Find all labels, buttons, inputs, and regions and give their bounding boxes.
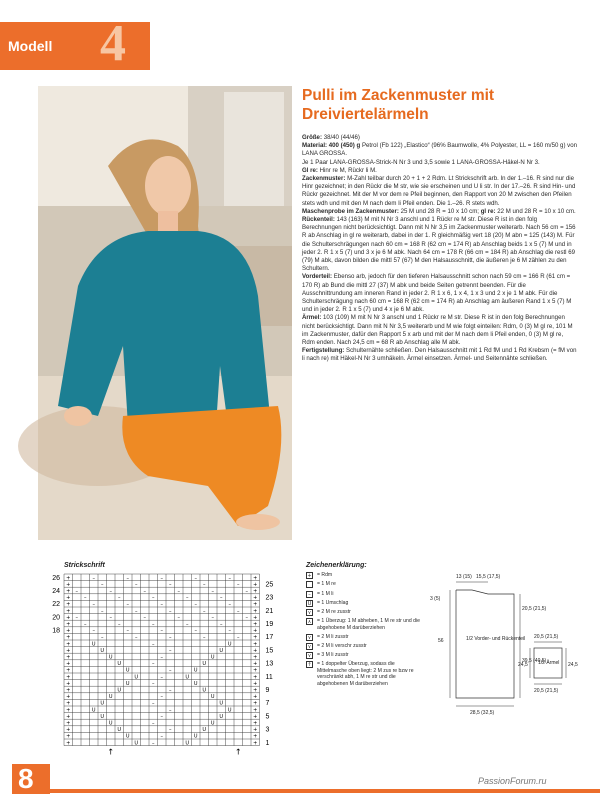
chart-cell-symbol: – bbox=[152, 680, 155, 687]
schema-top2: 15,5 (17,5) bbox=[476, 574, 501, 580]
chart-cell-symbol: – bbox=[152, 641, 155, 648]
chart-cell-symbol: – bbox=[220, 621, 223, 628]
chart-cell-symbol: – bbox=[160, 601, 163, 608]
chart-cell-symbol: – bbox=[152, 621, 155, 628]
material-needles: Je 1 Paar LANA-GROSSA-Strick-N Nr 3 und 3,5 sowie 1 LANA-GROSSA-Häkel-N Nr 3. bbox=[302, 158, 540, 166]
chart-row-label-right: 7 bbox=[265, 700, 270, 708]
chart-cell-symbol: – bbox=[169, 608, 172, 615]
legend-item bbox=[306, 661, 424, 687]
chart-cell-symbol: – bbox=[237, 634, 240, 641]
chart-cell-symbol: U bbox=[108, 694, 113, 701]
chart-cell-symbol: + bbox=[66, 661, 71, 668]
chart-cell-symbol: – bbox=[109, 588, 112, 595]
chart-cell-symbol: + bbox=[253, 654, 258, 661]
chart-cell-symbol: – bbox=[220, 595, 223, 602]
chart-cell-symbol: U bbox=[125, 667, 130, 674]
chart-cell-symbol: + bbox=[66, 608, 71, 615]
chart-cell-symbol: + bbox=[253, 707, 258, 714]
chart-row-label-left: 22 bbox=[52, 601, 60, 609]
chart-cell-symbol: + bbox=[253, 680, 258, 687]
chart-cell-symbol: – bbox=[169, 707, 172, 714]
chart-cell-symbol: U bbox=[100, 700, 105, 707]
chart-row-label-right: 9 bbox=[265, 687, 270, 694]
chart-cell-symbol: – bbox=[203, 608, 206, 615]
legend-text: = Rdm bbox=[317, 572, 333, 578]
chart-cell-symbol: + bbox=[66, 707, 71, 714]
aermel-text: 103 (109) M mit N Nr 3 anschl und 1 Rückr re M str. Diese R ist in den folg Berechnungen nicht berücksichtigt. Dann mit N Nr 3,5 weiterarb und M wie folgt einteilen: Rdm, 0 (3) M gl re, 101 M im Zackenmuster, dafür den Rapport 5 x arb und mit der M nach dem li Pfeil enden, 0 (3) M gl re, Rdm enden. Nach 24,5 cm = 68 R ab Anschlag alle M abk. bbox=[302, 314, 573, 347]
chart-cell-symbol: – bbox=[211, 588, 214, 595]
chart-row-label-left: 20 bbox=[52, 614, 60, 622]
groesse-label: Größe: bbox=[302, 134, 322, 141]
chart-cell-symbol: – bbox=[169, 667, 172, 674]
chart-cell-symbol: + bbox=[66, 720, 71, 727]
chart-cell-symbol: U bbox=[91, 641, 96, 648]
chart-cell-symbol: U bbox=[227, 641, 232, 648]
chart-cell-symbol: – bbox=[177, 614, 180, 621]
legend-text: = 2 M re zusstr bbox=[317, 609, 351, 616]
chart-cell-symbol: – bbox=[126, 575, 129, 582]
chart-cell-symbol: + bbox=[66, 727, 71, 734]
chart-cell-symbol: – bbox=[194, 601, 197, 608]
chart-cell-symbol: + bbox=[253, 713, 258, 720]
chart-cell-symbol: + bbox=[253, 667, 258, 674]
legend-symbol: + bbox=[307, 573, 312, 579]
chart-cell-symbol: + bbox=[253, 740, 258, 747]
chart-cell-symbol: + bbox=[66, 694, 71, 701]
chart-cell-symbol: + bbox=[66, 700, 71, 707]
maschenprobe-text: 25 M und 28 R = 10 x 10 cm; bbox=[400, 207, 479, 215]
chart-cell-symbol: – bbox=[152, 661, 155, 668]
chart-cell-symbol: – bbox=[152, 700, 155, 707]
chart-cell-symbol: + bbox=[66, 595, 71, 602]
schema-height: 56 bbox=[438, 638, 444, 644]
chart-cell-symbol: – bbox=[228, 601, 231, 608]
chart-cell-symbol: + bbox=[66, 634, 71, 641]
rueckenteil-text: 143 (163) M mit N Nr 3 anschl und 1 Rückr re M str. Diese R ist in den folg Berechnungen nicht berücksichtigt. Dann mit N Nr 3,5 im Zackenmuster weiterarb. Nach 56 cm = 156 R ab Anschlag in gl re weiterarb, dabei in der 1. R gleichmäßig vert 18 (20) M abn = 125 (143) M. Für die Schulterschrägungen nach 60 cm = 168 R (62 cm = 174 R) ab Anschlag beids 1 x 5 (7) M und in jeder 2. R 1 x 5 (7) und 3 x je 6 M abk. Nach 64 cm = 178 R (66 cm = 184 R) ab Anschlag die restl 69 (79) M abk, davon bilden die mittl 57 (67) M den Halsausschnitt, die äußeren je 6 M zählen zu den Schultern. bbox=[302, 216, 576, 273]
chart-cell-symbol: + bbox=[66, 733, 71, 740]
legend-symbol: ⋎ bbox=[307, 643, 312, 650]
chart-cell-symbol: + bbox=[66, 614, 71, 621]
chart-row-label-right: 23 bbox=[265, 594, 274, 602]
chart-cell-symbol: – bbox=[160, 628, 163, 635]
schema-top1: 13 (15) bbox=[456, 574, 472, 580]
chart-cell-symbol: + bbox=[66, 588, 71, 595]
chart-cell-symbol: U bbox=[108, 720, 113, 727]
chart-cell-symbol: – bbox=[228, 628, 231, 635]
chart-row-label-right: 25 bbox=[265, 581, 274, 589]
chart-cell-symbol: – bbox=[101, 608, 104, 615]
legend-item bbox=[306, 581, 424, 588]
legend-item bbox=[306, 618, 424, 631]
chart-cell-symbol: + bbox=[253, 575, 258, 582]
schema-sleeve-bottom: 20,5 (21,5) bbox=[534, 688, 559, 694]
chart-row-label-left: 24 bbox=[52, 588, 60, 595]
chart-cell-symbol: U bbox=[125, 733, 130, 740]
groesse-text: 38/40 (44/46) bbox=[323, 134, 360, 141]
chart-cell-symbol: – bbox=[92, 628, 95, 635]
chart-cell-symbol: – bbox=[75, 588, 78, 595]
chart-cell-symbol: – bbox=[160, 654, 163, 661]
chart-cell-symbol: – bbox=[109, 614, 112, 621]
schema-sleeve-h1: 24,5 bbox=[518, 662, 528, 668]
page-number: 8 bbox=[18, 763, 34, 794]
chart-cell-symbol: – bbox=[135, 608, 138, 615]
model-photo bbox=[38, 86, 292, 540]
chart-cell-symbol: + bbox=[253, 674, 258, 681]
legend-symbol: ⋎ bbox=[307, 634, 312, 641]
model-label: Modell bbox=[8, 38, 53, 54]
chart-cell-symbol: + bbox=[253, 720, 258, 727]
chart-cell-symbol: + bbox=[253, 621, 258, 628]
maschenprobe2-text: 22 M und 28 R = 10 x 10 cm. bbox=[497, 207, 576, 215]
chart-cell-symbol: + bbox=[253, 628, 258, 635]
legend-text: = 1 Überzug: 1 M abheben, 1 M re str und die abgehobene M darüberziehen bbox=[317, 618, 420, 631]
chart-cell-symbol: + bbox=[253, 694, 258, 701]
legend-text: = 2 M li zusstr bbox=[317, 633, 349, 640]
chart-cell-symbol: U bbox=[134, 674, 139, 681]
chart-cell-symbol: + bbox=[253, 614, 258, 621]
legend bbox=[306, 572, 424, 689]
chart-cell-symbol: U bbox=[210, 654, 215, 661]
knitting-chart bbox=[38, 568, 288, 757]
chart-cell-symbol: U bbox=[219, 647, 224, 654]
chart-cell-symbol: – bbox=[245, 614, 248, 621]
chart-cell-symbol: – bbox=[169, 687, 172, 694]
legend-symbol bbox=[306, 581, 313, 588]
chart-cell-symbol: + bbox=[66, 667, 71, 674]
schema-sleeve-top: 20,5 (21,5) bbox=[534, 634, 559, 640]
schema-bottom: 28,5 (32,5) bbox=[470, 710, 495, 716]
chart-row-label-right: 17 bbox=[265, 634, 274, 642]
chart-cell-symbol: + bbox=[66, 680, 71, 687]
chart-cell-symbol: + bbox=[253, 588, 258, 595]
glre-label: Gl re: bbox=[302, 166, 318, 174]
chart-cell-symbol: – bbox=[92, 575, 95, 582]
repeat-arrow-icon: ↑ bbox=[107, 747, 115, 757]
chart-row-label-right: 21 bbox=[265, 607, 274, 615]
chart-cell-symbol: – bbox=[84, 621, 87, 628]
pattern-title: Pulli im Zackenmuster mit Dreiviertelärmeln bbox=[302, 87, 495, 123]
chart-cell-symbol: U bbox=[91, 707, 96, 714]
chart-row-label-right: 5 bbox=[265, 713, 270, 721]
chart-cell-symbol: U bbox=[193, 680, 198, 687]
chart-row-label-right: 11 bbox=[265, 673, 273, 681]
chart-cell-symbol: – bbox=[194, 628, 197, 635]
chart-cell-symbol: + bbox=[66, 687, 71, 694]
fertig-text: Schulternähte schließen. Den Halsausschnitt mit 1 Rd fM und 1 Rd Krebsm (= fM von li nach re) mit Häkel-N Nr 3 umhäkeln. Ärmel einsetzen. Ärmel- und Seitennähte schließen. bbox=[302, 347, 577, 363]
chart-cell-symbol: + bbox=[66, 647, 71, 654]
chart-cell-symbol: – bbox=[135, 634, 138, 641]
chart-cell-symbol: – bbox=[203, 634, 206, 641]
schema-side1: 20,5 (21,5) bbox=[522, 606, 547, 612]
legend-item bbox=[306, 652, 424, 659]
chart-cell-symbol: – bbox=[169, 581, 172, 588]
chart-cell-symbol: – bbox=[75, 614, 78, 621]
chart-cell-symbol: U bbox=[125, 680, 130, 687]
chart-cell-symbol: – bbox=[126, 601, 129, 608]
material-text: Petrol (Fb 122) „Elastico“ (96% Baumwolle, 4% Polyester, LL = 160 m/50 g) von LANA GROSSA. bbox=[302, 142, 577, 158]
chart-cell-symbol: U bbox=[117, 661, 122, 668]
chart-cell-symbol: – bbox=[101, 581, 104, 588]
chart-cell-symbol: + bbox=[66, 581, 71, 588]
schema-sleeve-h2: 24,5 bbox=[568, 662, 578, 668]
chart-cell-symbol: – bbox=[186, 621, 189, 628]
maschenprobe-label: Maschenprobe im Zackenmuster: bbox=[302, 207, 399, 215]
chart-row-label-right: 13 bbox=[265, 660, 274, 668]
chart-cell-symbol: – bbox=[160, 575, 163, 582]
chart-cell-symbol: + bbox=[66, 740, 71, 747]
chart-cell-symbol: – bbox=[143, 614, 146, 621]
chart-cell-symbol: – bbox=[169, 647, 172, 654]
chart-cell-symbol: – bbox=[135, 581, 138, 588]
chart-cell-symbol: – bbox=[169, 727, 172, 734]
zacken-text: M-Zahl teilbar durch 20 + 1 + 2 Rdm. Lt Strickschrift arb. In der 1.–16. R sind nur die Hinr gezeichnet; in den Rückr die M str, wie sie erscheinen und U li str. In der 17.–26. R sind Hin- und Rückr gezeichnet. Mit der M vor dem re Pfeil beginnen, den Rapport von 20 M zwischen den Pfeilen stets wdh und mit den M nach dem li Pfeil enden. Die 1.–26. R stets wdh. bbox=[302, 175, 576, 207]
chart-row-label-right: 1 bbox=[265, 739, 270, 747]
chart-cell-symbol: – bbox=[152, 740, 155, 747]
legend-text: = 1 M li bbox=[317, 590, 334, 597]
chart-cell-symbol: – bbox=[194, 575, 197, 582]
schema-shoulder: 3 (5) bbox=[430, 596, 441, 602]
chart-cell-symbol: U bbox=[219, 700, 224, 707]
legend-symbol: ↑ bbox=[307, 662, 312, 669]
chart-cell-symbol: + bbox=[66, 628, 71, 635]
chart-cell-symbol: – bbox=[160, 713, 163, 720]
chart-title: Strickschrift bbox=[64, 562, 105, 569]
chart-row-label-right: 3 bbox=[265, 726, 270, 734]
chart-cell-symbol: U bbox=[193, 733, 198, 740]
chart-cell-symbol: U bbox=[185, 674, 190, 681]
legend-symbol: ⋎ bbox=[307, 653, 312, 660]
schema-sleeve-label: 1/2 Ärmel bbox=[538, 660, 560, 666]
chart-cell-symbol: U bbox=[185, 740, 190, 747]
chart-cell-symbol: – bbox=[118, 621, 121, 628]
chart-cell-symbol: – bbox=[92, 601, 95, 608]
vorderteil-label: Vorderteil: bbox=[302, 273, 333, 281]
chart-cell-symbol: – bbox=[160, 674, 163, 681]
rueckenteil-label: Rückenteil: bbox=[302, 216, 335, 224]
legend-text: = 1 M re bbox=[317, 581, 336, 588]
chart-row-label-left: 26 bbox=[52, 574, 60, 582]
chart-cell-symbol: – bbox=[228, 575, 231, 582]
chart-cell-symbol: + bbox=[66, 601, 71, 608]
repeat-arrow-icon: ↑ bbox=[234, 747, 242, 757]
chart-cell-symbol: – bbox=[237, 581, 240, 588]
legend-item bbox=[306, 600, 424, 607]
glre-text: Hinr re M, Rückr li M. bbox=[319, 166, 377, 174]
chart-cell-symbol: – bbox=[152, 595, 155, 602]
vorderteil-text: Ebenso arb, jedoch für den tieferen Halsausschnitt schon nach 59 cm = 166 R (61 cm = 170 R) ab Bund die mittl 27 (37) M abk und beide Seiten getrennt beenden. Für die Ausschnittrundung am inneren Rand in jeder 2. R 1 x 6, 1 x 4, 1 x 3 und 2 x je 1 M abk. Für die Schulterschrägung nach 60 cm = 168 R (62 cm = 174 R) ab Anschlag am äußeren Rand 1 x 5 (7) M und in jeder 2. R 1 x 5 (7) und 4 x je 6 M abk. bbox=[302, 273, 572, 314]
maschenprobe2-label: gl re: bbox=[480, 207, 496, 215]
chart-cell-symbol: U bbox=[100, 647, 105, 654]
chart-cell-symbol: – bbox=[245, 588, 248, 595]
body-piece-outline bbox=[456, 590, 514, 698]
chart-cell-symbol: U bbox=[193, 667, 198, 674]
footer-line bbox=[12, 789, 600, 793]
chart-cell-symbol: + bbox=[66, 621, 71, 628]
legend-title: Zeichenerklärung: bbox=[306, 562, 367, 569]
instructions-text bbox=[302, 134, 577, 364]
legend-symbol: ⋏ bbox=[307, 619, 312, 626]
legend-text: = 1 doppelter Überzug, sodass die Mittelmasche oben liegt: 2 M zus re bzw re verschränkt abh, 1 M re str und die abgehobenen M darüberziehen bbox=[317, 661, 414, 687]
model-number: 4 bbox=[100, 15, 126, 72]
legend-text: = 3 M li zusstr bbox=[317, 652, 349, 659]
chart-cell-symbol: U bbox=[117, 727, 122, 734]
chart-cell-symbol: – bbox=[160, 733, 163, 740]
chart-cell-symbol: – bbox=[126, 628, 129, 635]
chart-cell-symbol: + bbox=[253, 641, 258, 648]
chart-cell-symbol: U bbox=[202, 661, 207, 668]
legend-text: = 2 M li verschr zusstr bbox=[317, 642, 367, 649]
chart-cell-symbol: + bbox=[253, 634, 258, 641]
chart-cell-symbol: U bbox=[202, 687, 207, 694]
chart-cell-symbol: – bbox=[186, 595, 189, 602]
legend-item bbox=[306, 591, 424, 598]
chart-cell-symbol: U bbox=[108, 654, 113, 661]
chart-row-label-right: 19 bbox=[265, 621, 274, 628]
chart-cell-symbol: U bbox=[227, 707, 232, 714]
chart-cell-symbol: – bbox=[84, 595, 87, 602]
chart-cell-symbol: U bbox=[210, 694, 215, 701]
legend-item bbox=[306, 572, 424, 579]
chart-cell-symbol: + bbox=[66, 575, 71, 582]
chart-cell-symbol: – bbox=[177, 588, 180, 595]
chart-cell-symbol: + bbox=[253, 581, 258, 588]
chart-cell-symbol: – bbox=[237, 608, 240, 615]
chart-cell-symbol: – bbox=[152, 720, 155, 727]
chart-cell-symbol: – bbox=[118, 595, 121, 602]
size-schematic bbox=[422, 570, 592, 730]
chart-cell-symbol: + bbox=[253, 700, 258, 707]
chart-cell-symbol: – bbox=[101, 634, 104, 641]
chart-cell-symbol: + bbox=[66, 654, 71, 661]
chart-cell-symbol: – bbox=[143, 588, 146, 595]
material-label: Material: 400 (450) g bbox=[302, 142, 361, 150]
chart-cell-symbol: + bbox=[253, 661, 258, 668]
chart-row-label-right: 15 bbox=[265, 647, 274, 655]
chart-cell-symbol: U bbox=[210, 720, 215, 727]
chart-cell-symbol: U bbox=[202, 727, 207, 734]
chart-row-label-left: 18 bbox=[52, 627, 60, 635]
chart-cell-symbol: + bbox=[253, 595, 258, 602]
chart-cell-symbol: – bbox=[203, 581, 206, 588]
chart-cell-symbol: + bbox=[253, 647, 258, 654]
chart-cell-symbol: + bbox=[253, 727, 258, 734]
legend-item bbox=[306, 643, 424, 650]
chart-cell-symbol: U bbox=[134, 740, 139, 747]
chart-cell-symbol: – bbox=[169, 634, 172, 641]
schema-piece-label: 1/2 Vorder- und Rückenteil bbox=[466, 636, 526, 642]
legend-item bbox=[306, 634, 424, 641]
chart-cell-symbol: – bbox=[211, 614, 214, 621]
chart-cell-symbol: + bbox=[253, 733, 258, 740]
legend-text: = 1 Umschlag bbox=[317, 599, 349, 606]
chart-cell-symbol: + bbox=[253, 687, 258, 694]
chart-cell-symbol: – bbox=[160, 694, 163, 701]
chart-cell-symbol: U bbox=[219, 713, 224, 720]
chart-cell-symbol: + bbox=[66, 674, 71, 681]
legend-symbol: ⋎ bbox=[307, 610, 312, 617]
chart-cell-symbol: + bbox=[66, 713, 71, 720]
legend-symbol: U bbox=[307, 600, 312, 607]
chart-cell-symbol: U bbox=[100, 713, 105, 720]
chart-cell-symbol: U bbox=[117, 687, 122, 694]
aermel-label: Ärmel: bbox=[302, 314, 322, 322]
zacken-label: Zackenmuster: bbox=[302, 175, 346, 183]
chart-cell-symbol: + bbox=[253, 608, 258, 615]
watermark: PassionForum.ru bbox=[478, 776, 547, 786]
fertig-label: Fertigstellung: bbox=[302, 347, 345, 355]
chart-cell-symbol: + bbox=[66, 641, 71, 648]
legend-item bbox=[306, 609, 424, 616]
legend-symbol: – bbox=[306, 591, 313, 598]
schema-mid: 39,5 (40,5) bbox=[522, 658, 547, 664]
chart-cell-symbol: + bbox=[253, 601, 258, 608]
